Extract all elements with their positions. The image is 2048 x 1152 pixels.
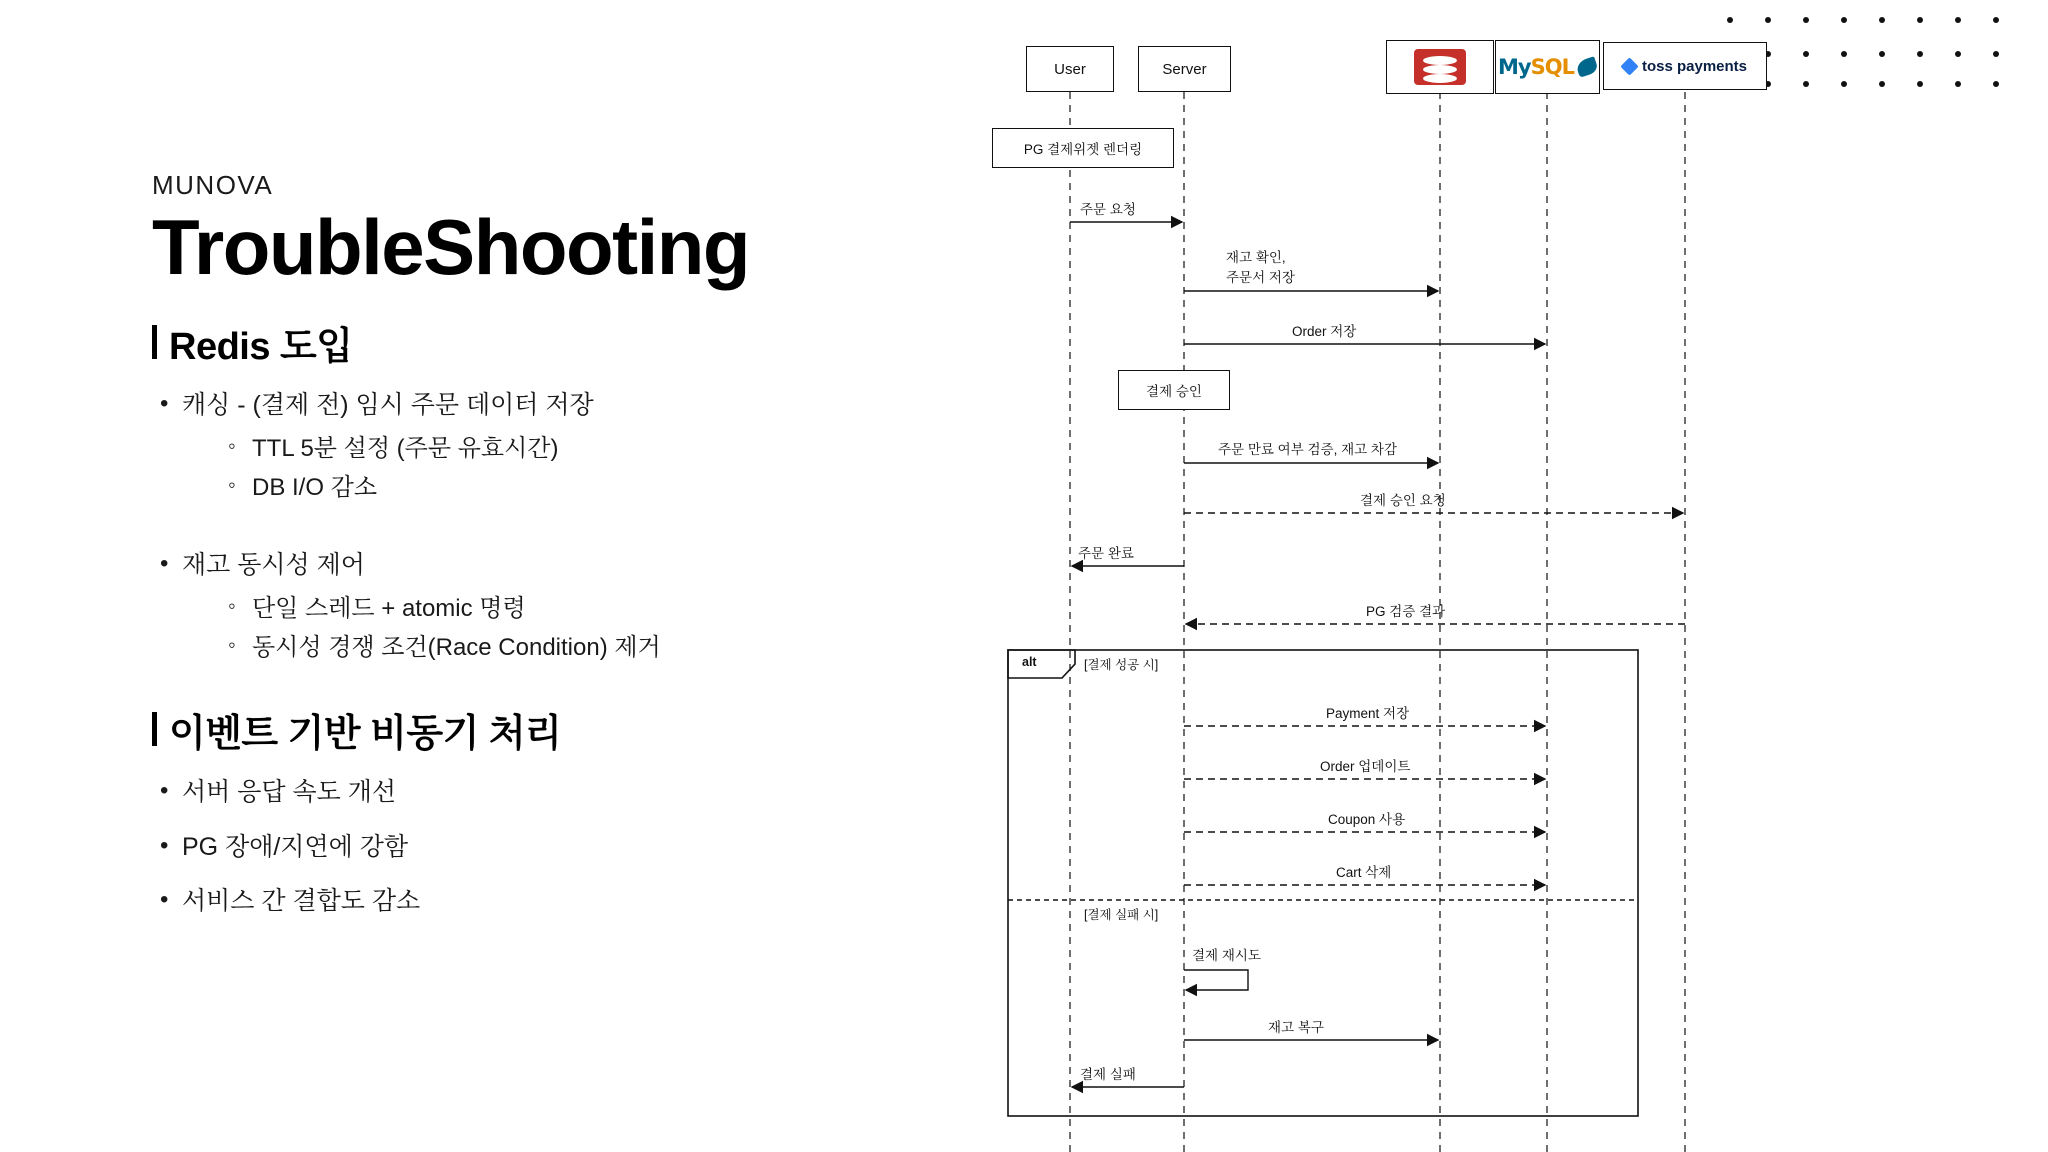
slide-content <box>0 0 980 1152</box>
bullet-text: 캐싱 - (결제 전) 임시 주문 데이터 저장 <box>182 390 594 419</box>
alt-condition-success: [결제 성공 시] <box>1084 658 1159 672</box>
message-label-stock-check-line1: 재고 확인, <box>1226 250 1286 265</box>
message-label-expiry-verify: 주문 만료 여부 검증, 재고 차감 <box>1218 442 1397 457</box>
message-label-payment-retry: 결제 재시도 <box>1192 948 1261 963</box>
section-heading-event <box>152 702 980 757</box>
bullet-list-event <box>152 773 980 921</box>
participant-user <box>1026 46 1114 92</box>
section-heading-text: 이벤트 기반 비동기 처리 <box>169 712 562 755</box>
toss-label: toss payments <box>1641 57 1748 75</box>
participant-label: User <box>1054 60 1086 78</box>
message-label-stock-check-line2: 주문서 저장 <box>1226 270 1295 285</box>
list-item: • 서버 응답 속도 개선 <box>152 773 980 812</box>
message-label-payment-approve-request: 결제 승인 요청 <box>1360 493 1446 508</box>
bullet-list-concurrency <box>152 546 980 668</box>
note-payment-approve <box>1118 370 1230 410</box>
message-label-pg-verify-result: PG 검증 결과 <box>1366 604 1446 619</box>
list-item <box>152 386 980 508</box>
message-label-order-update: Order 업데이트 <box>1320 759 1411 774</box>
note-label: 결제 승인 <box>1146 384 1202 399</box>
message-label-cart-delete: Cart 삭제 <box>1336 865 1392 880</box>
list-item: • PG 장애/지연에 강함 <box>152 828 980 867</box>
spacer <box>152 512 980 546</box>
participant-mysql <box>1495 40 1600 94</box>
list-item: • 서비스 간 결합도 감소 <box>152 882 980 921</box>
message-label-payment-save: Payment 저장 <box>1326 706 1410 721</box>
sub-bullet-list <box>182 429 980 508</box>
heading-bar-icon <box>152 712 157 746</box>
heading-bar-icon <box>152 325 157 359</box>
message-label-stock-restore: 재고 복구 <box>1268 1020 1324 1035</box>
participant-server <box>1138 46 1231 92</box>
message-label-payment-fail: 결제 실패 <box>1080 1067 1136 1082</box>
section-heading-text: Redis 도입 <box>169 325 353 368</box>
message-label-order-save: Order 저장 <box>1292 324 1357 339</box>
list-item <box>152 546 980 668</box>
list-item: ◦ DB I/O 감소 <box>226 468 980 508</box>
alt-condition-fail: [결제 실패 시] <box>1084 908 1159 922</box>
sub-bullet-list <box>182 589 980 668</box>
alt-fragment-tag: alt <box>1022 655 1037 669</box>
participant-label: Server <box>1162 60 1207 78</box>
bullet-list-redis <box>152 386 980 508</box>
note-label: PG 결제위젯 렌더링 <box>1023 142 1143 157</box>
message-label-order-request: 주문 요청 <box>1080 202 1136 217</box>
sequence-lines <box>980 0 2048 1152</box>
participant-toss-payments <box>1603 42 1767 90</box>
list-item: ◦ 단일 스레드 + atomic 명령 <box>226 589 980 629</box>
note-fold-icon <box>1217 371 1229 383</box>
message-label-order-complete: 주문 완료 <box>1078 546 1134 561</box>
list-item: ◦ 동시성 경쟁 조건(Race Condition) 제거 <box>226 628 980 668</box>
section-redis <box>152 315 980 668</box>
message-label-coupon-use: Coupon 사용 <box>1328 812 1406 827</box>
toss-payments-logo-icon <box>1623 58 1747 75</box>
redis-logo-icon <box>1414 49 1466 85</box>
section-event <box>152 702 980 921</box>
sequence-diagram <box>980 0 2048 1152</box>
list-item: ◦ TTL 5분 설정 (주문 유효시간) <box>226 429 980 469</box>
brand-label: MUNOVA <box>152 170 274 200</box>
section-heading-redis <box>152 315 980 370</box>
page-title: TroubleShooting <box>152 203 750 291</box>
note-fold-icon <box>1161 129 1173 141</box>
note-pg-widget <box>992 128 1174 168</box>
mysql-logo-icon: MySQL <box>1498 55 1597 79</box>
bullet-text: 재고 동시성 제어 <box>182 550 365 579</box>
participant-redis <box>1386 40 1494 94</box>
